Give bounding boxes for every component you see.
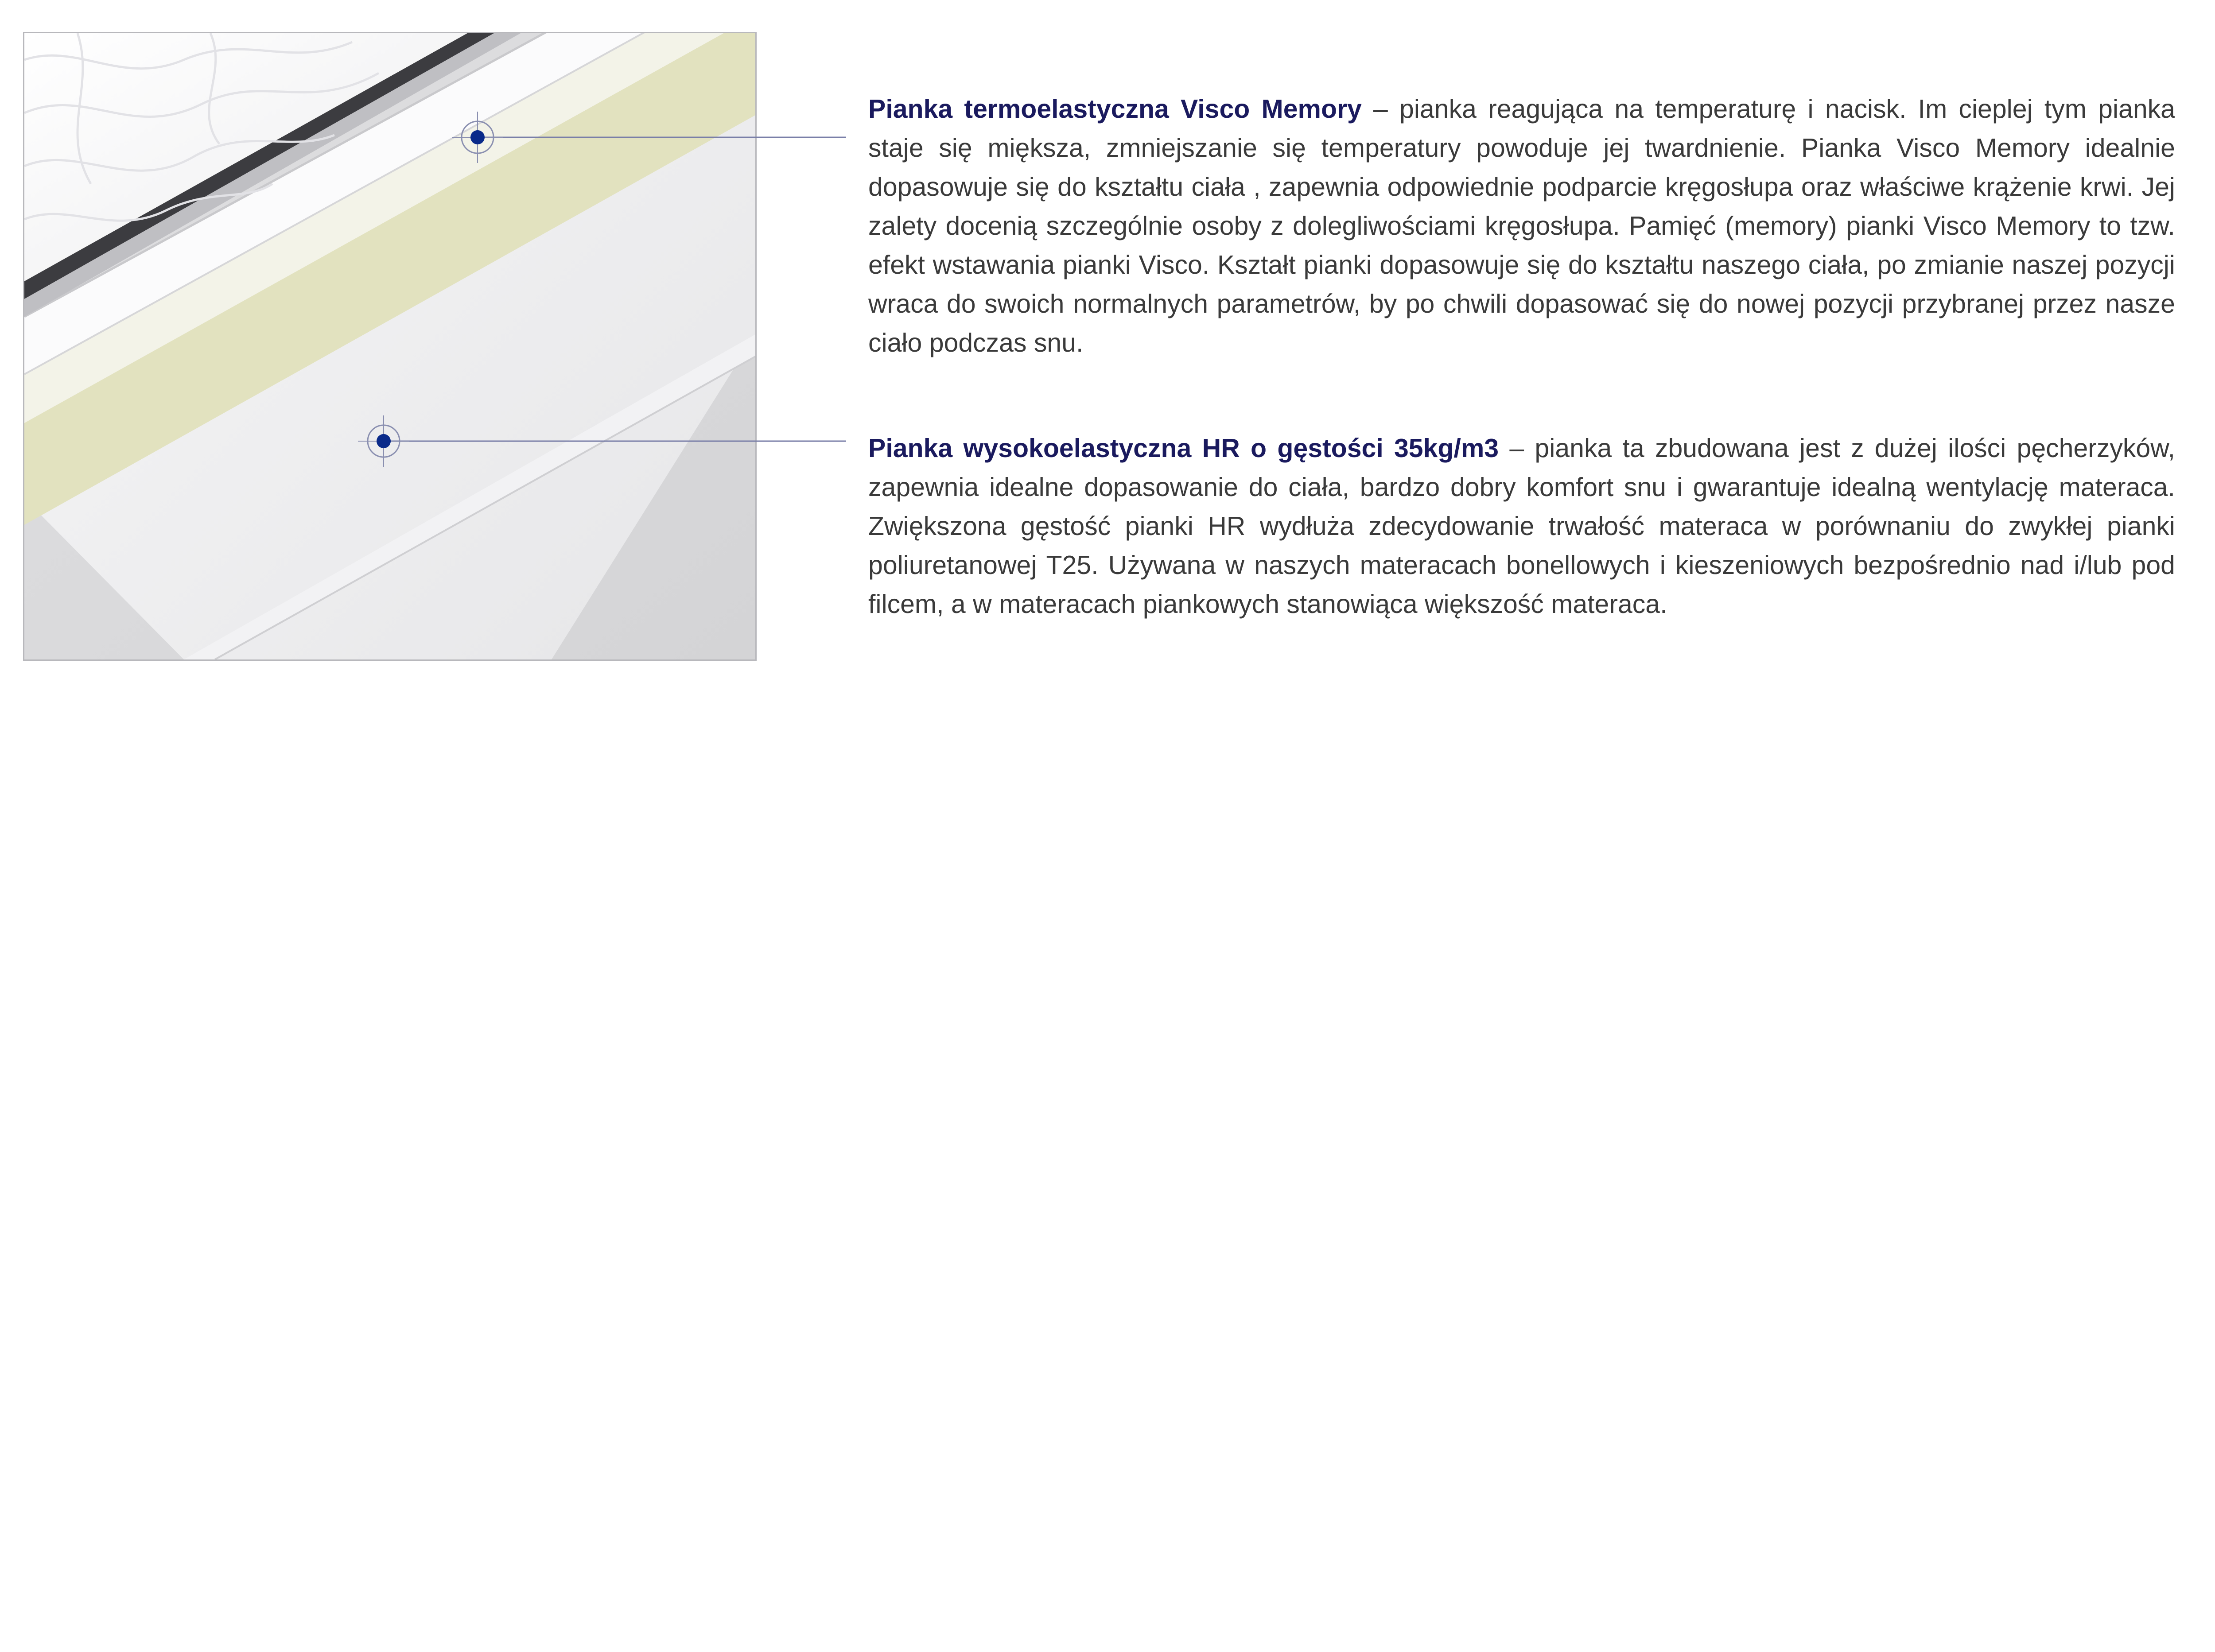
visco-memory-text: pianka reagująca na temperaturę i nacisk. Im cieplej tym pianka staje się miększa, zmniejszanie się temperatury powoduje jej twardnienie. Pianka Visco Memory idealnie dopasowuje się do kształtu ciała , zapewnia odpowiednie podparcie kręgosłupa oraz właściwe krążenie krwi. Jej zalety docenią szczególnie osoby z dolegliwościami kręgosłupa. Pamięć (memory) pianki Visco Memory to tzw. efekt wstawania pianki Visco. Kształt pianki dopasowuje się do kształtu naszego ciała, po zmianie naszej pozycji wraca do swoich normalnych parametrów, by po chwili dopasować się do nowej pozycji przybranej przez nasze ciało podczas snu. <box>868 94 2175 357</box>
separator: – <box>1499 434 1535 463</box>
hr-foam-description <box>868 429 2175 624</box>
visco-memory-term: Pianka termoelastyczna Visco Memory <box>868 94 1362 124</box>
hr-foam-text: pianka ta zbudowana jest z dużej ilości pęcherzyków, zapewnia idealne dopasowanie do ciała, bardzo dobry komfort snu i gwarantuje idealną wentylację materaca. Zwiększona gęstość pianki HR wydłuża zdecydowanie trwałość materaca w porównaniu do zwykłej pianki poliuretanowej T25. Używana w naszych materacach bonellowych i kieszeniowych bezpośrednio nad i/lub pod filcem, a w materacach piankowych stanowiąca większość materaca. <box>868 434 2175 619</box>
mattress-layers-drawing <box>24 33 755 659</box>
separator: – <box>1361 94 1400 124</box>
hr-foam-term: Pianka wysokoelastyczna HR o gęstości 35kg/m3 <box>868 434 1499 463</box>
visco-memory-description <box>868 89 2175 362</box>
mattress-cross-section-illustration <box>23 32 757 661</box>
